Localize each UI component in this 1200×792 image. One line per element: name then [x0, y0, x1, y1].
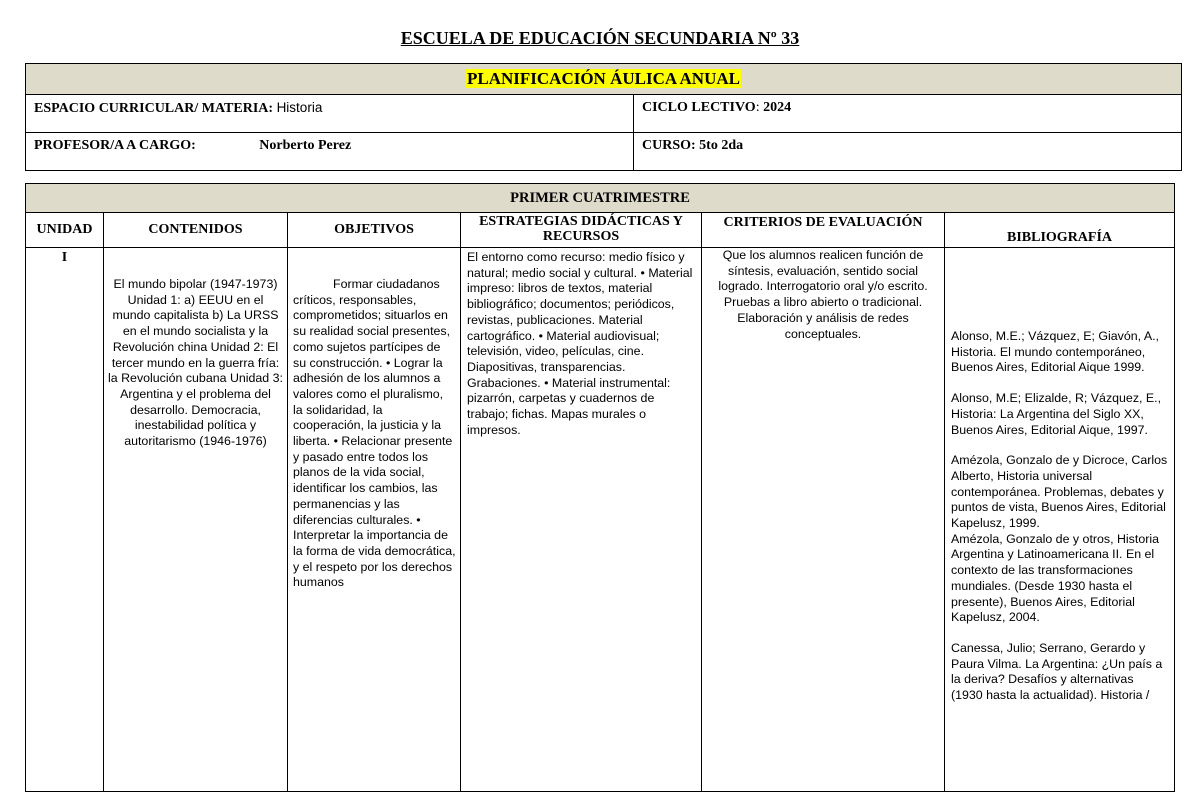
curso-cell	[634, 133, 1182, 171]
estrategias-cell: El entorno como recurso: medio físico y natural; medio social y cultural. • Material impreso: libros de textos, material bibliográfico; documentos; periódicos, revistas, publicaciones. Material cartográfico. • Material audiovisual; televisión, video, películas, cine. Diapositivas, transparencias. Grabaciones. • Material instrumental: pizarrón, carpetas y cuadernos de trabajo; fichas. Mapas murales o impresos.	[461, 248, 702, 792]
materia-cell: ESPACIO CURRICULAR/ MATERIA: Historia	[26, 95, 634, 133]
bibliography-entry: Alonso, M.E; Elizalde, R; Vázquez, E., Historia: La Argentina del Siglo XX, Buenos Aires, Editorial Aique, 1997.	[951, 391, 1162, 437]
bibliography-entry: Alonso, M.E.; Vázquez, E; Giavón, A., Historia. El mundo contemporáneo, Buenos Aires, Editorial Aique 1999.	[951, 329, 1159, 375]
bibliografia-cell	[945, 248, 1175, 792]
header-criterios: CRITERIOS DE EVALUACIÓN	[702, 213, 945, 248]
profesor-value: Norberto Perez	[259, 138, 352, 153]
objetivos-cell	[288, 248, 461, 792]
plan-title-cell	[26, 64, 1182, 95]
plan-title: PLANIFICACIÓN ÁULICA ANUAL	[467, 69, 740, 88]
header-contenidos: CONTENIDOS	[104, 213, 288, 248]
bibliography-entry: Amézola, Gonzalo de y Dicroce, Carlos Alberto, Historia universal contemporánea. Problemas, debates y puntos de vista, Buenos Aires, Editorial Kapelusz, 1999.	[951, 453, 1168, 531]
materia-value: Historia	[276, 100, 323, 115]
materia-label: ESPACIO CURRICULAR/ MATERIA	[34, 101, 269, 116]
unidad-cell: I	[26, 248, 104, 792]
school-title: ESCUELA DE EDUCACIÓN SECUNDARIA Nº 33	[400, 28, 800, 48]
table-row	[26, 248, 1175, 792]
curso-label: CURSO:	[642, 138, 696, 153]
bibliography-entry: Amézola, Gonzalo de y otros, Historia Argentina y Latinoamericana II. En el contexto de las transformaciones mundiales. (Desde 1930 hasta el presente), Buenos Aires, Editorial Kapelusz, 2004.	[951, 531, 1159, 625]
ciclo-label: CICLO LECTIVO	[642, 100, 756, 115]
curso-value: 5to 2da	[699, 138, 744, 153]
semester-title: PRIMER CUATRIMESTRE	[26, 184, 1175, 213]
profesor-cell	[26, 133, 634, 171]
header-unidad: UNIDAD	[26, 213, 104, 248]
planning-table	[25, 183, 1175, 792]
ciclo-cell: CICLO LECTIVO: 2024	[634, 95, 1182, 133]
header-table	[25, 63, 1182, 171]
ciclo-value: 2024	[763, 100, 792, 115]
header-objetivos: OBJETIVOS	[288, 213, 461, 248]
bibliography-entry: Canessa, Julio; Serrano, Gerardo y Paura Vilma. La Argentina: ¿Un país a la deriva? Desafíos y alternativas (1930 hasta la actualidad). Historia /	[951, 640, 1163, 703]
objetivos-text: Formar ciudadanos críticos, responsables, comprometidos; situarlos en su realidad social presentes, como sujetos partícipes de su construcción. • Lograr la adhesión de los alumnos a valores como el pluralismo, la solidaridad, la cooperación, la justicia y la liberta. • Relacionar presente y pasado entre todos los planos de la vida social, identificar los cambios, las permanencias y las diferencias culturales. • Interpretar la importancia de la forma de vida democrática, y el respeto por los derechos humanos	[293, 277, 456, 590]
criterios-cell: Que los alumnos realicen función de síntesis, evaluación, sentido social logrado. Interrogatorio oral y/o escrito. Pruebas a libro abierto o tradicional. Elaboración y análisis de redes conceptuales.	[702, 248, 945, 792]
profesor-label: PROFESOR/A A CARGO:	[34, 138, 196, 153]
header-bibliografia: BIBLIOGRAFÍA	[945, 213, 1175, 248]
contenidos-cell: El mundo bipolar (1947-1973) Unidad 1: a) EEUU en el mundo capitalista b) La URSS en el mundo socialista y la Revolución china Unidad 2: El tercer mundo en la guerra fría: la Revolución cubana Unidad 3: Argentina y el problema del desarrollo. Democracia, inestabilidad política y autoritarismo (1946-1976)	[104, 248, 288, 792]
header-estrategias: ESTRATEGIAS DIDÁCTICAS Y RECURSOS	[461, 213, 702, 248]
